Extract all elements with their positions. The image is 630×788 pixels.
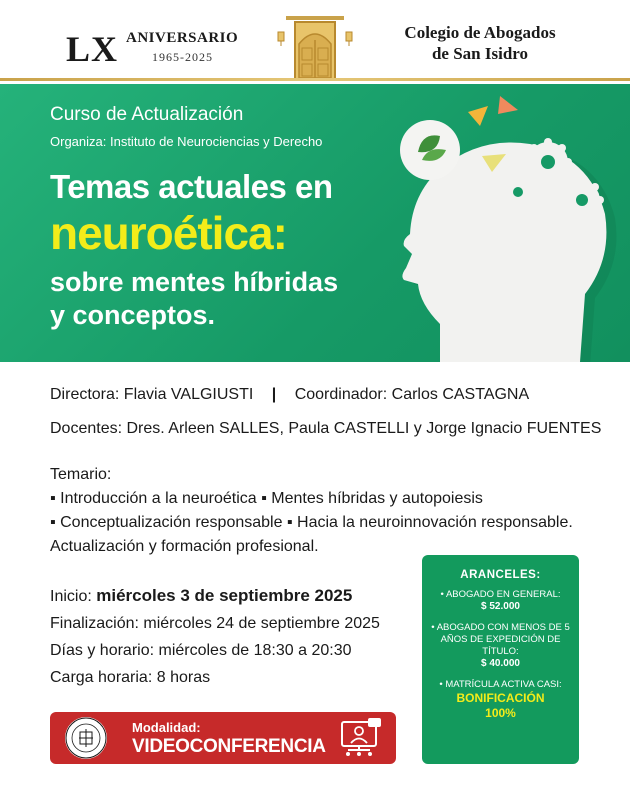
title-line4: y conceptos. (50, 300, 216, 330)
modality-value: VIDEOCONFERENCIA (132, 736, 326, 757)
fee-junior-price: $ 40.000 (481, 658, 520, 669)
temario-line3: Actualización y formación profesional. (50, 538, 319, 555)
separator: | (271, 386, 277, 403)
lamp-icon (344, 30, 354, 46)
triangle-icon (468, 106, 488, 126)
modality-banner (50, 712, 396, 764)
hero-banner (0, 84, 630, 362)
fee-junior (422, 622, 579, 670)
fees-box (422, 555, 579, 764)
institution-line1: Colegio de Abogados (404, 23, 556, 42)
header (0, 0, 630, 82)
gold-divider (0, 78, 630, 81)
fee-casi-label: • MATRÍCULA ACTIVA CASI: (439, 679, 562, 690)
lamp-icon (276, 30, 286, 46)
fee-general-price: $ 52.000 (481, 601, 520, 612)
organizer: Organiza: Instituto de Neurociencias y Derecho (50, 134, 323, 149)
anniversary-numeral: LX (66, 29, 119, 69)
coordinador: Coordinador: Carlos CASTAGNA (294, 386, 530, 403)
end-date: Finalización: miércoles 24 de septiembre 2025 (50, 615, 380, 632)
title-line1: Temas actuales en (50, 168, 333, 205)
fee-general (422, 589, 579, 613)
start-value: miércoles 3 de septiembre 2025 (96, 586, 353, 605)
directora: Directora: Flavia VALGIUSTI (50, 386, 254, 403)
staff-line (50, 386, 529, 404)
docentes: Docentes: Dres. Arleen SALLES, Paula CASTELLI y Jorge Ignacio FUENTES (50, 420, 602, 437)
start-date (50, 582, 380, 610)
anniversary-years: 1965-2025 (152, 50, 213, 64)
anniversary-word: ANIVERSARIO (126, 30, 239, 46)
head-illustration (380, 84, 630, 362)
door-icon (286, 14, 344, 80)
schedule (50, 582, 380, 691)
fees-title: ARANCELES: (460, 569, 541, 581)
fee-casi-bonus-percent: 100% (485, 706, 516, 720)
workload: Carga horaria: 8 horas (50, 669, 211, 686)
fee-general-label: • ABOGADO EN GENERAL: (440, 589, 561, 600)
start-label: Inicio: (50, 588, 97, 605)
title-line3: sobre mentes híbridas (50, 267, 339, 297)
timetable: Días y horario: miércoles de 18:30 a 20:30 (50, 642, 352, 659)
institution-line2: de San Isidro (431, 44, 529, 63)
seal-icon (65, 717, 107, 759)
temario-heading: Temario: (50, 466, 112, 483)
modality-label: Modalidad: (132, 720, 201, 735)
videoconference-icon (340, 718, 382, 758)
title-line2: neuroética: (50, 207, 287, 259)
temario-line1: ▪ Introducción a la neuroética ▪ Mentes híbridas y autopoiesis (50, 490, 483, 507)
institution-name (380, 22, 580, 64)
title-subtitle (50, 266, 370, 332)
fee-junior-label: • ABOGADO CON MENOS DE 5 AÑOS DE EXPEDICIÓN DE TÍTULO: (431, 622, 570, 657)
triangle-icon (498, 96, 518, 114)
fee-casi-bonus: BONIFICACIÓN (456, 691, 545, 705)
temario (50, 463, 573, 559)
fee-casi (422, 679, 579, 721)
course-type: Curso de Actualización (50, 104, 244, 125)
temario-line2: ▪ Conceptualización responsable ▪ Hacia la neuroinnovación responsable. (50, 514, 573, 531)
